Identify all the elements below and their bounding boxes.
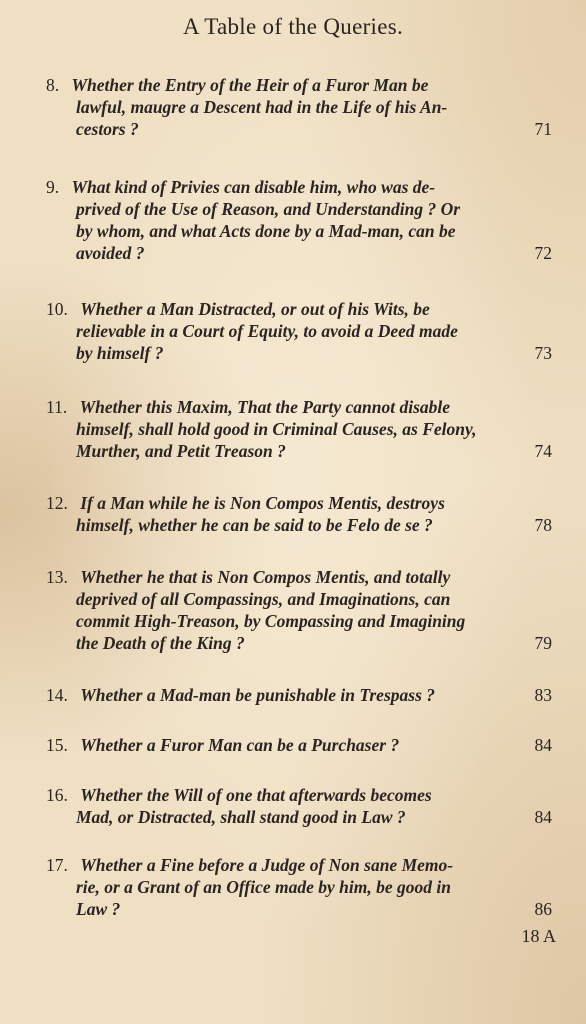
page-title: A Table of the Queries. bbox=[182, 14, 404, 39]
query-entry-12 bbox=[46, 492, 558, 536]
query-entry-9 bbox=[46, 176, 558, 264]
entry-number: 13. bbox=[46, 567, 68, 587]
entry-line: If a Man while he is Non Compos Mentis, destroys bbox=[80, 493, 445, 513]
query-entry-11 bbox=[46, 396, 558, 462]
entry-line: commit High-Treason, by Compassing and Imagining bbox=[76, 611, 466, 631]
entry-line: What kind of Privies can disable him, who was de- bbox=[71, 177, 436, 197]
entry-line: by himself ? bbox=[76, 343, 164, 363]
catchword: 18 A bbox=[521, 926, 556, 946]
entry-line: cestors ? bbox=[76, 119, 139, 139]
page-number: 74 bbox=[534, 441, 552, 461]
page-number: 84 bbox=[534, 807, 552, 827]
query-entry-14 bbox=[46, 684, 558, 706]
page-number: 73 bbox=[534, 343, 552, 363]
page-number: 86 bbox=[534, 899, 552, 919]
entry-line: the Death of the King ? bbox=[76, 633, 245, 653]
entry-line: Law ? bbox=[76, 899, 121, 919]
query-entry-10 bbox=[46, 298, 558, 364]
page-number: 83 bbox=[534, 685, 552, 705]
entry-line: Murther, and Petit Treason ? bbox=[76, 441, 286, 461]
page-number: 78 bbox=[534, 515, 552, 535]
entry-number: 14. bbox=[46, 685, 68, 705]
page-number: 72 bbox=[534, 243, 552, 263]
entry-line: Whether a Mad-man be punishable in Trespass ? bbox=[80, 685, 436, 705]
entry-line: himself, whether he can be said to be Felo de se ? bbox=[76, 515, 433, 535]
query-entry-17 bbox=[46, 854, 558, 920]
page-number: 71 bbox=[534, 119, 552, 139]
query-entry-16 bbox=[46, 784, 558, 828]
entry-line: Whether he that is Non Compos Mentis, and totally bbox=[80, 567, 451, 587]
query-entry-8 bbox=[46, 74, 558, 140]
entry-number: 9. bbox=[46, 177, 60, 197]
page-number: 84 bbox=[534, 735, 552, 755]
entry-number: 10. bbox=[46, 299, 68, 319]
entry-number: 16. bbox=[46, 785, 68, 805]
query-entry-13 bbox=[46, 566, 558, 654]
entry-line: deprived of all Compassings, and Imaginations, can bbox=[76, 589, 451, 609]
entry-line: prived of the Use of Reason, and Understanding ? Or bbox=[76, 199, 461, 219]
page-number: 79 bbox=[534, 633, 552, 653]
entry-number: 15. bbox=[46, 735, 68, 755]
entry-line: Whether a Fine before a Judge of Non sane Memo- bbox=[80, 855, 454, 875]
entry-line: lawful, maugre a Descent had in the Life of his An- bbox=[76, 97, 448, 117]
entry-number: 12. bbox=[46, 493, 68, 513]
entry-line: Whether a Furor Man can be a Purchaser ? bbox=[80, 735, 400, 755]
entry-number: 8. bbox=[46, 75, 60, 95]
entry-line: Whether the Entry of the Heir of a Furor Man be bbox=[71, 75, 429, 95]
entry-line: Whether this Maxim, That the Party cannot disable bbox=[79, 397, 451, 417]
entry-number: 11. bbox=[46, 397, 68, 417]
entry-line: by whom, and what Acts done by a Mad-man, can be bbox=[76, 221, 456, 241]
entry-line: relievable in a Court of Equity, to avoid a Deed made bbox=[76, 321, 458, 341]
query-entry-15 bbox=[46, 734, 558, 756]
entry-line: himself, shall hold good in Criminal Causes, as Felony, bbox=[76, 419, 477, 439]
entry-line: Whether a Man Distracted, or out of his Wits, be bbox=[80, 299, 430, 319]
entry-line: avoided ? bbox=[76, 243, 145, 263]
entry-line: Mad, or Distracted, shall stand good in Law ? bbox=[76, 807, 406, 827]
entry-line: Whether the Will of one that afterwards becomes bbox=[80, 785, 432, 805]
entry-line: rie, or a Grant of an Office made by him, be good in bbox=[76, 877, 451, 897]
entry-number: 17. bbox=[46, 855, 68, 875]
